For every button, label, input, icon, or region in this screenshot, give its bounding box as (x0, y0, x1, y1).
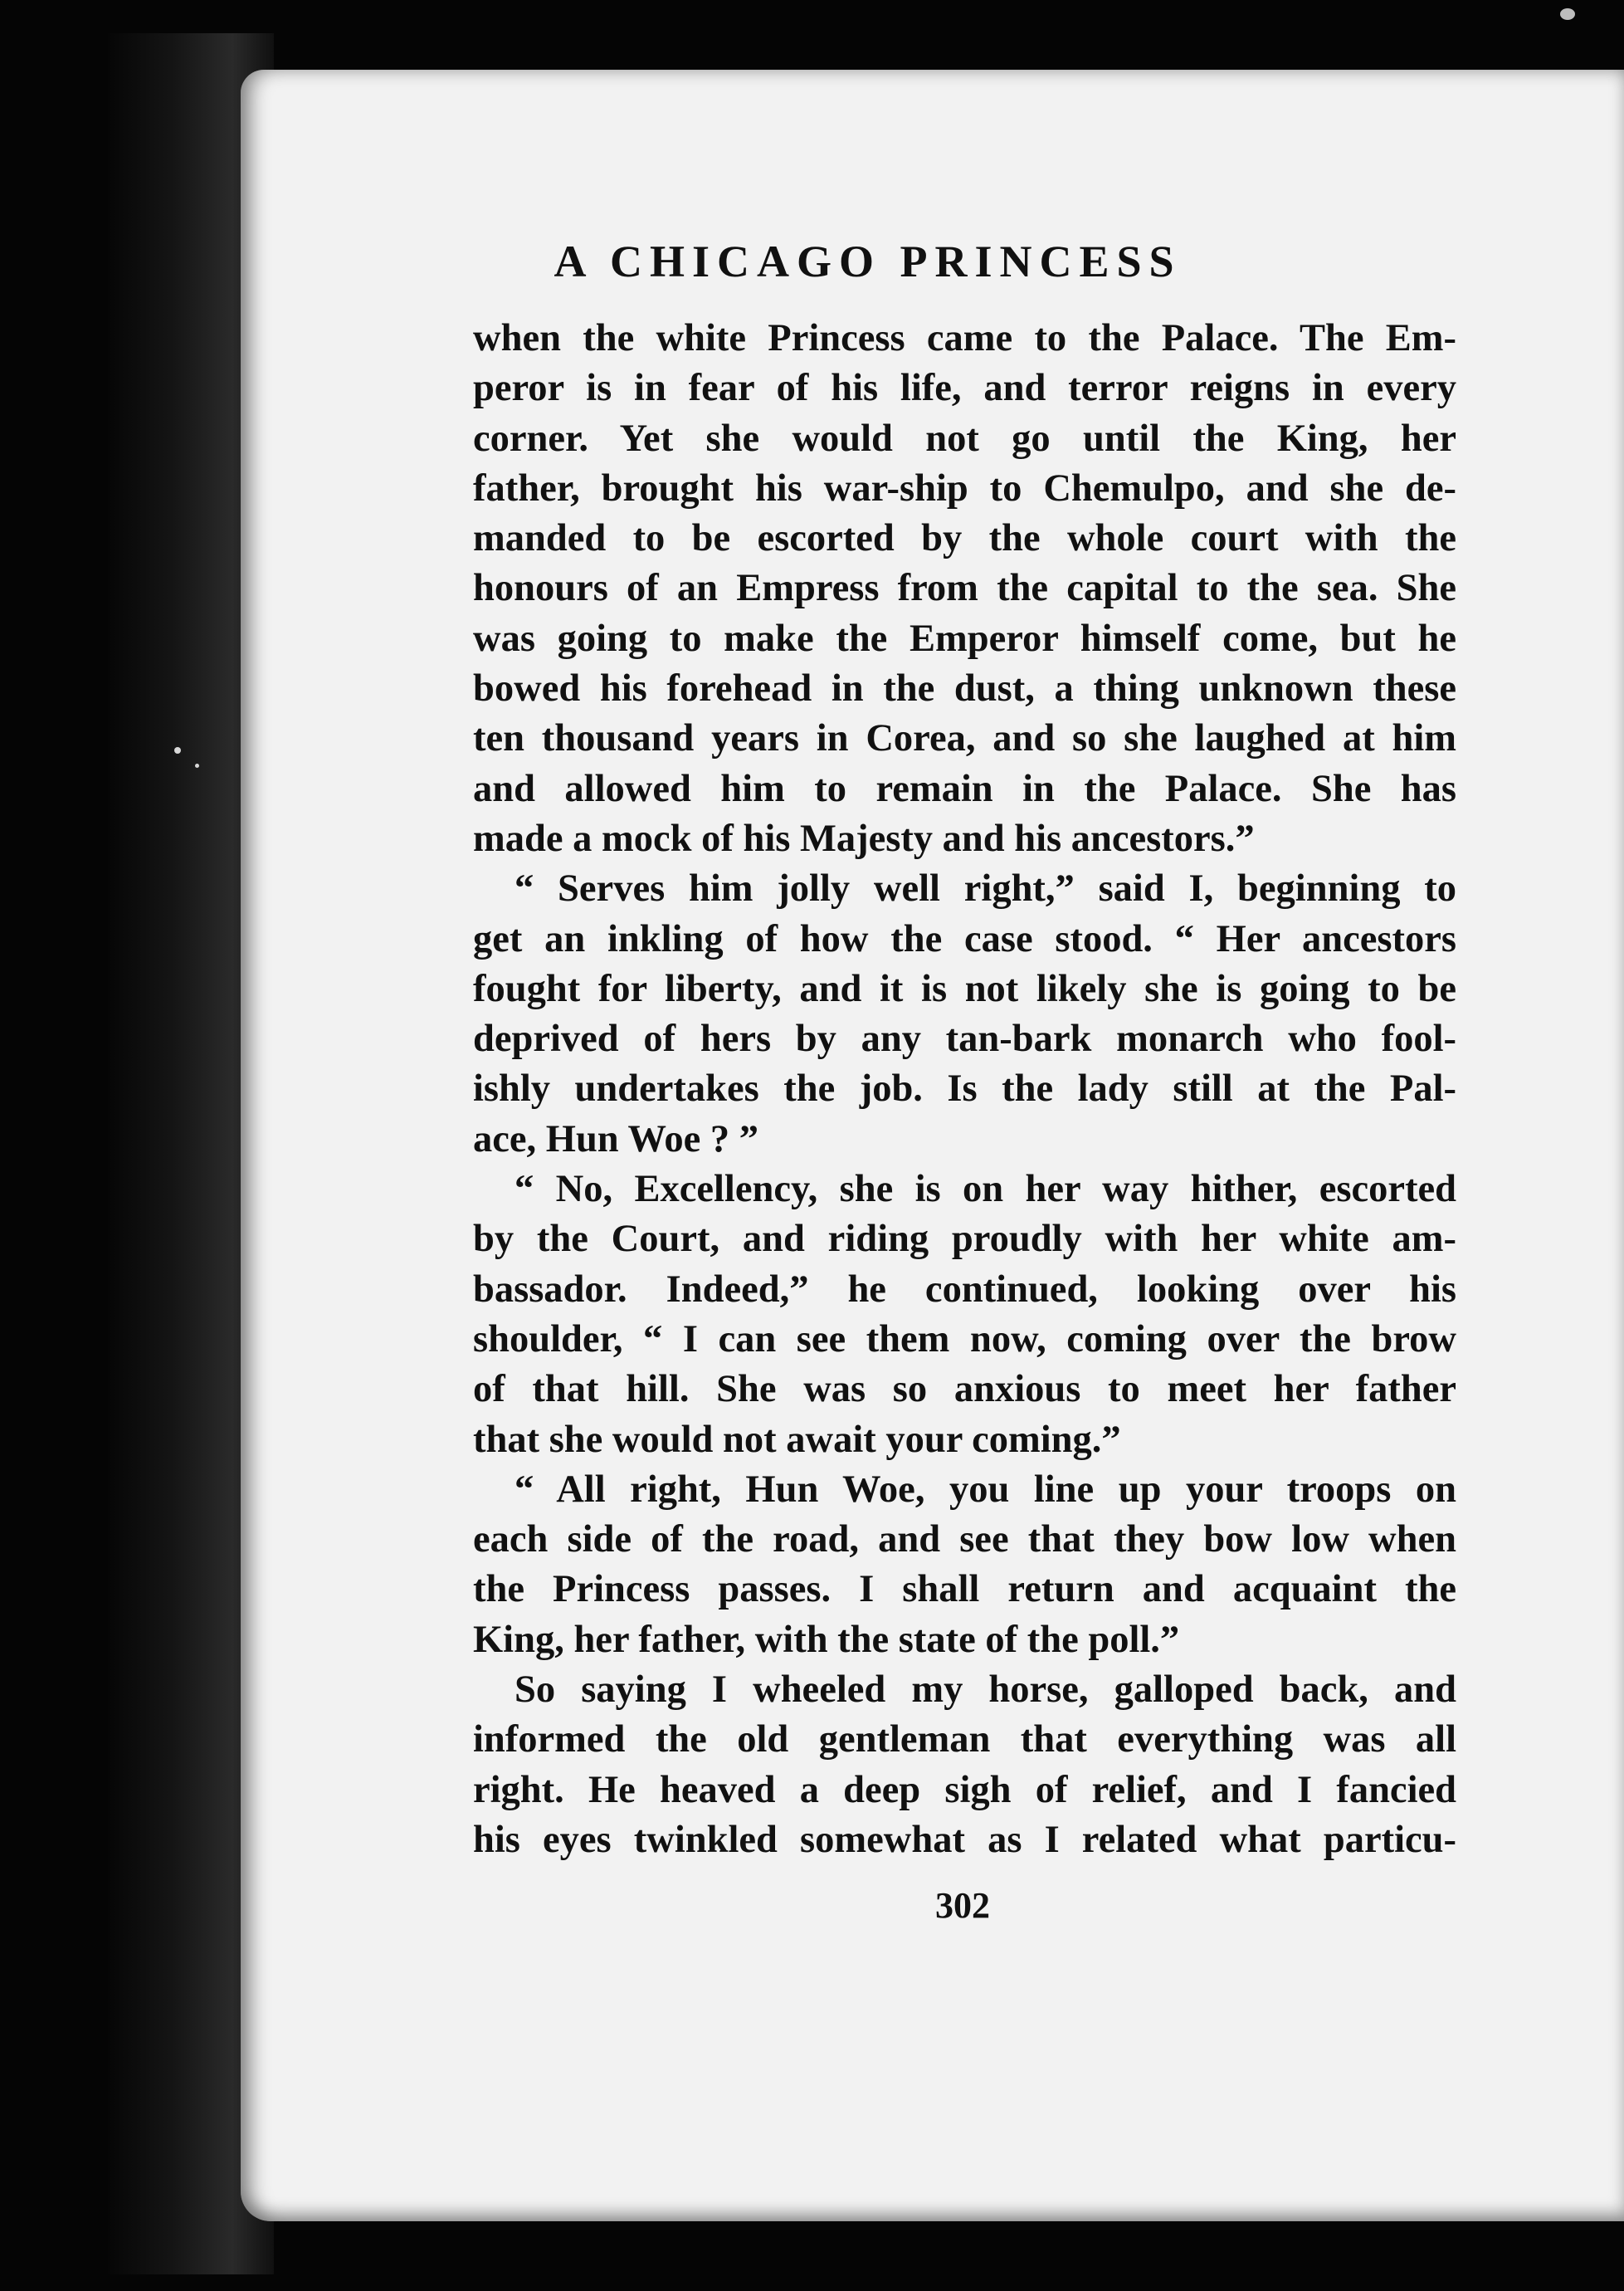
text-line: the Princess passes. I shall return and acquaint the (473, 1568, 1456, 1611)
text-line: and allowed him to remain in the Palace. She has (473, 767, 1456, 810)
text-line: was going to make the Emperor himself come, but he (473, 617, 1456, 660)
text-line: “ Serves him jolly well right,” said I, beginning to (515, 867, 1456, 911)
text-line: father, brought his war-ship to Chemulpo, and she de- (473, 467, 1456, 510)
dust-speck (195, 764, 199, 768)
text-line: corner. Yet she would not go until the King, her (473, 417, 1456, 460)
text-line: when the white Princess came to the Palace. The Em- (473, 317, 1456, 359)
body-text (473, 314, 1456, 1865)
page-number: 302 (935, 1885, 990, 1926)
text-line: manded to be escorted by the whole court with the (473, 517, 1456, 560)
text-line: of that hill. She was so anxious to meet her father (473, 1368, 1456, 1411)
text-line: by the Court, and riding proudly with her white am- (473, 1218, 1456, 1261)
dust-speck (1560, 8, 1575, 20)
running-head (241, 236, 1624, 287)
text-line: “ No, Excellency, she is on her way hither, escorted (515, 1168, 1456, 1211)
text-line: his eyes twinkled somewhat as I related what particu- (473, 1818, 1456, 1861)
text-line: informed the old gentleman that everything was all (473, 1718, 1456, 1761)
text-line: deprived of hers by any tan-bark monarch who fool- (473, 1018, 1456, 1061)
text-line: ten thousand years in Corea, and so she laughed at him (473, 717, 1456, 760)
text-line: honours of an Empress from the capital to the sea. She (473, 567, 1456, 610)
text-line: fought for liberty, and it is not likely she is going to be (473, 967, 1456, 1010)
text-line: So saying I wheeled my horse, galloped back, and (515, 1668, 1456, 1712)
text-line: right. He heaved a deep sigh of relief, and I fancied (473, 1768, 1456, 1811)
text-line: ishly undertakes the job. Is the lady still at the Pal- (473, 1067, 1456, 1111)
text-line: peror is in fear of his life, and terror reigns in every (473, 367, 1456, 410)
text-line: each side of the road, and see that they bow low when (473, 1518, 1456, 1561)
running-head-text: A CHICAGO PRINCESS (554, 237, 1182, 286)
text-line: shoulder, “ I can see them now, coming over the brow (473, 1317, 1456, 1360)
text-line: “ All right, Hun Woe, you line up your troops on (515, 1468, 1456, 1511)
text-line: made a mock of his Majesty and his ancestors.” (473, 817, 1255, 860)
text-line: King, her father, with the state of the poll.” (473, 1618, 1180, 1661)
text-line: that she would not await your coming.” (473, 1418, 1121, 1461)
text-line: get an inkling of how the case stood. “ Her ancestors (473, 917, 1456, 960)
text-line: ace, Hun Woe ? ” (473, 1117, 759, 1160)
text-line: bassador. Indeed,” he continued, looking over his (473, 1268, 1456, 1311)
dust-speck (174, 747, 181, 754)
text-line: bowed his forehead in the dust, a thing unknown these (473, 667, 1456, 711)
